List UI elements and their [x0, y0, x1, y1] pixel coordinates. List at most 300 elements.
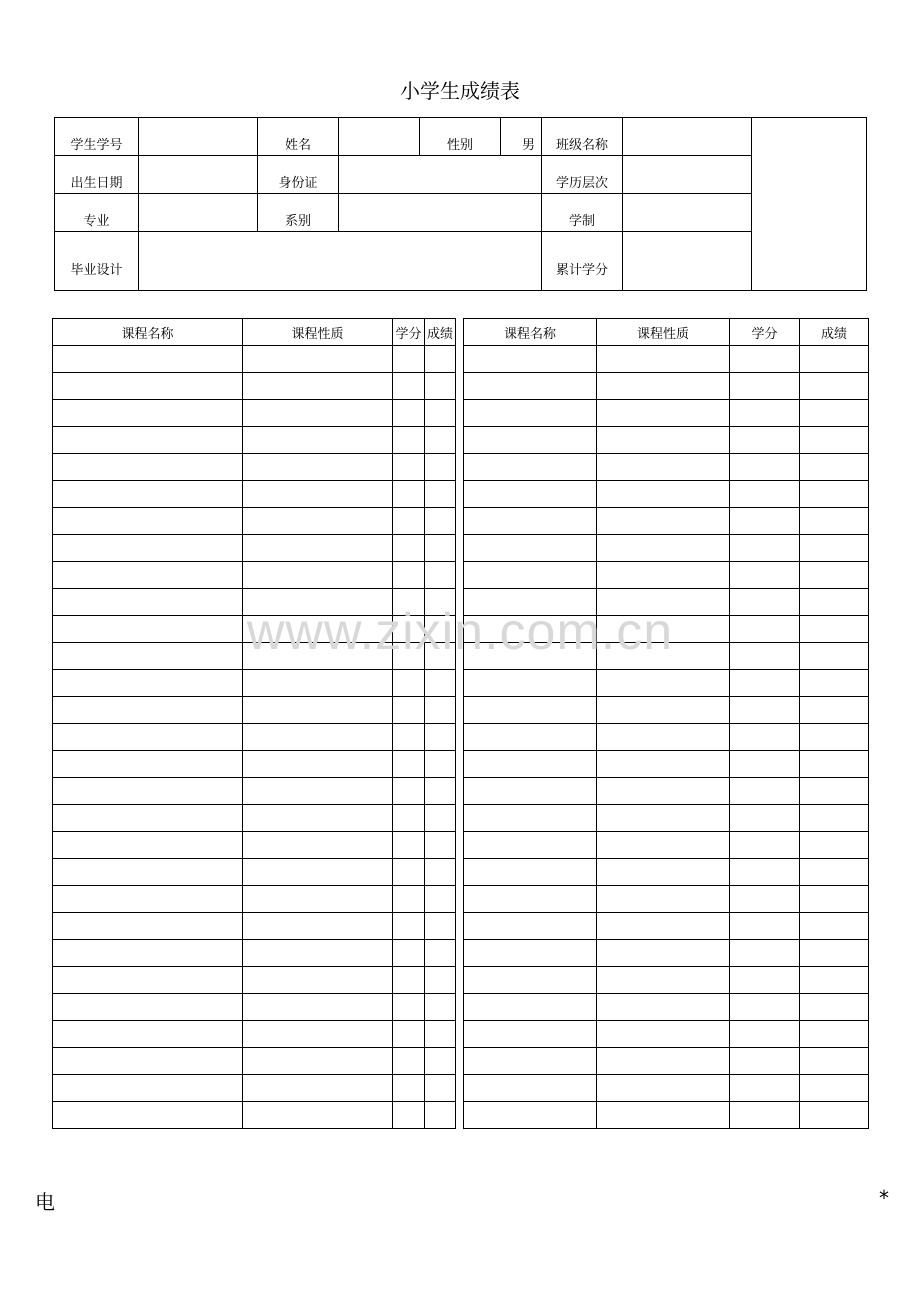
course-type-cell[interactable]: [597, 427, 730, 454]
score-cell[interactable]: [800, 346, 869, 373]
credits-cell[interactable]: [730, 643, 800, 670]
left-header-course-name: 课程名称: [53, 319, 243, 346]
course-name-cell[interactable]: [464, 508, 597, 535]
course-type-cell[interactable]: [597, 346, 730, 373]
score-cell[interactable]: [800, 913, 869, 940]
course-name-cell[interactable]: [464, 427, 597, 454]
credits-cell[interactable]: [730, 1021, 800, 1048]
course-name-cell[interactable]: [53, 481, 243, 508]
table-row: [464, 616, 869, 643]
course-name-cell[interactable]: [464, 832, 597, 859]
course-name-cell[interactable]: [53, 535, 243, 562]
course-type-cell[interactable]: [597, 481, 730, 508]
score-cell[interactable]: [800, 508, 869, 535]
score-cell[interactable]: [425, 1021, 456, 1048]
table-row: [464, 859, 869, 886]
table-row: [53, 373, 456, 400]
credits-cell[interactable]: [730, 859, 800, 886]
course-type-cell[interactable]: [243, 616, 393, 643]
course-name-cell[interactable]: [53, 1075, 243, 1102]
right-grades-table: [463, 318, 869, 1129]
credits-cell[interactable]: [730, 724, 800, 751]
credits-cell[interactable]: [393, 751, 425, 778]
course-name-cell[interactable]: [53, 994, 243, 1021]
course-type-cell[interactable]: [243, 346, 393, 373]
course-name-cell[interactable]: [53, 724, 243, 751]
table-row: [464, 670, 869, 697]
table-row: [464, 589, 869, 616]
score-cell[interactable]: [425, 913, 456, 940]
right-grades-body: [464, 346, 869, 1129]
course-type-cell[interactable]: [243, 967, 393, 994]
table-row: [464, 1021, 869, 1048]
credits-cell[interactable]: [393, 508, 425, 535]
course-type-cell[interactable]: [243, 400, 393, 427]
course-type-cell[interactable]: [597, 751, 730, 778]
course-name-cell[interactable]: [464, 481, 597, 508]
course-type-cell[interactable]: [597, 859, 730, 886]
credits-cell[interactable]: [393, 427, 425, 454]
score-cell[interactable]: [800, 643, 869, 670]
credits-cell[interactable]: [393, 1048, 425, 1075]
credits-cell[interactable]: [730, 778, 800, 805]
credits-cell[interactable]: [730, 616, 800, 643]
course-name-cell[interactable]: [53, 859, 243, 886]
score-cell[interactable]: [425, 778, 456, 805]
course-name-cell[interactable]: [464, 616, 597, 643]
score-cell[interactable]: [800, 454, 869, 481]
course-type-cell[interactable]: [597, 535, 730, 562]
table-row: [464, 481, 869, 508]
table-row: [464, 724, 869, 751]
right-header-credits: 学分: [730, 319, 800, 346]
course-name-cell[interactable]: [464, 1021, 597, 1048]
table-row: [53, 967, 456, 994]
course-name-cell[interactable]: [53, 886, 243, 913]
score-cell[interactable]: [800, 670, 869, 697]
score-cell[interactable]: [425, 859, 456, 886]
course-name-cell[interactable]: [464, 967, 597, 994]
table-row: [53, 562, 456, 589]
table-row: [464, 697, 869, 724]
course-name-cell[interactable]: [464, 697, 597, 724]
education-field[interactable]: [623, 156, 752, 194]
course-type-cell[interactable]: [597, 589, 730, 616]
score-cell[interactable]: [425, 940, 456, 967]
table-row: [464, 832, 869, 859]
credits-cell[interactable]: [730, 805, 800, 832]
score-cell[interactable]: [800, 724, 869, 751]
course-name-cell[interactable]: [464, 589, 597, 616]
course-name-cell[interactable]: [53, 670, 243, 697]
course-type-cell[interactable]: [243, 886, 393, 913]
table-row: [53, 913, 456, 940]
score-cell[interactable]: [425, 427, 456, 454]
course-type-cell[interactable]: [243, 1075, 393, 1102]
course-type-cell[interactable]: [597, 1075, 730, 1102]
course-name-cell[interactable]: [53, 1048, 243, 1075]
course-type-cell[interactable]: [597, 967, 730, 994]
score-cell[interactable]: [800, 697, 869, 724]
course-name-cell[interactable]: [53, 1102, 243, 1129]
credits-cell[interactable]: [393, 373, 425, 400]
course-type-cell[interactable]: [597, 508, 730, 535]
table-row: [464, 373, 869, 400]
table-row: [464, 967, 869, 994]
course-type-cell[interactable]: [597, 400, 730, 427]
credits-cell[interactable]: [393, 994, 425, 1021]
schooling-field[interactable]: [623, 194, 752, 232]
credits-cell[interactable]: [730, 562, 800, 589]
course-type-cell[interactable]: [597, 805, 730, 832]
credits-cell[interactable]: [393, 967, 425, 994]
table-row: [53, 670, 456, 697]
course-name-cell[interactable]: [53, 832, 243, 859]
course-type-cell[interactable]: [597, 886, 730, 913]
credits-cell[interactable]: [393, 832, 425, 859]
credits-cell[interactable]: [730, 589, 800, 616]
course-type-cell[interactable]: [243, 697, 393, 724]
course-name-cell[interactable]: [53, 913, 243, 940]
course-type-cell[interactable]: [243, 562, 393, 589]
course-type-cell[interactable]: [597, 454, 730, 481]
course-name-cell[interactable]: [53, 400, 243, 427]
major-field[interactable]: [139, 194, 258, 232]
credits-cell[interactable]: [393, 913, 425, 940]
table-row: [464, 1075, 869, 1102]
table-row: [53, 994, 456, 1021]
course-name-cell[interactable]: [464, 751, 597, 778]
table-row: [464, 400, 869, 427]
credits-cell[interactable]: [393, 589, 425, 616]
score-cell[interactable]: [425, 805, 456, 832]
credits-cell[interactable]: [730, 427, 800, 454]
course-type-cell[interactable]: [243, 481, 393, 508]
course-name-cell[interactable]: [464, 373, 597, 400]
id-card-field[interactable]: [339, 156, 542, 194]
course-name-cell[interactable]: [464, 454, 597, 481]
score-cell[interactable]: [800, 994, 869, 1021]
credits-cell[interactable]: [393, 400, 425, 427]
score-cell[interactable]: [800, 481, 869, 508]
score-cell[interactable]: [425, 373, 456, 400]
course-name-cell[interactable]: [53, 454, 243, 481]
course-name-cell[interactable]: [464, 778, 597, 805]
score-cell[interactable]: [800, 1048, 869, 1075]
credits-cell[interactable]: [730, 967, 800, 994]
table-row: [53, 643, 456, 670]
score-cell[interactable]: [425, 697, 456, 724]
course-type-cell[interactable]: [243, 454, 393, 481]
course-name-cell[interactable]: [464, 805, 597, 832]
course-type-cell[interactable]: [597, 697, 730, 724]
credits-cell[interactable]: [730, 508, 800, 535]
course-type-cell[interactable]: [243, 832, 393, 859]
course-type-cell[interactable]: [597, 1048, 730, 1075]
table-row: [53, 535, 456, 562]
course-type-cell[interactable]: [243, 427, 393, 454]
course-type-cell[interactable]: [243, 913, 393, 940]
credits-cell[interactable]: [730, 670, 800, 697]
left-header-score: 成绩: [425, 319, 456, 346]
course-type-cell[interactable]: [243, 589, 393, 616]
course-name-cell[interactable]: [53, 589, 243, 616]
credits-cell[interactable]: [730, 535, 800, 562]
table-row: [464, 508, 869, 535]
credits-cell[interactable]: [730, 697, 800, 724]
right-header-course-name: 课程名称: [464, 319, 597, 346]
score-cell[interactable]: [800, 832, 869, 859]
course-name-cell[interactable]: [53, 562, 243, 589]
credits-cell[interactable]: [393, 940, 425, 967]
credits-cell[interactable]: [730, 373, 800, 400]
course-type-cell[interactable]: [243, 508, 393, 535]
credits-cell[interactable]: [393, 535, 425, 562]
table-row: [464, 346, 869, 373]
course-name-cell[interactable]: [53, 751, 243, 778]
table-row: [53, 697, 456, 724]
credits-cell[interactable]: [393, 670, 425, 697]
table-row: [464, 913, 869, 940]
credits-total-label: 累计学分: [542, 232, 623, 291]
course-type-cell[interactable]: [597, 1021, 730, 1048]
score-cell[interactable]: [425, 616, 456, 643]
table-row: [464, 940, 869, 967]
birth-field[interactable]: [139, 156, 258, 194]
course-type-cell[interactable]: [597, 562, 730, 589]
department-field[interactable]: [339, 194, 542, 232]
table-row: [53, 427, 456, 454]
left-grades-body: [53, 346, 456, 1129]
score-cell[interactable]: [425, 751, 456, 778]
score-cell[interactable]: [800, 1021, 869, 1048]
gender-value[interactable]: 男: [501, 118, 542, 156]
schooling-label: 学制: [542, 194, 623, 232]
score-cell[interactable]: [425, 481, 456, 508]
course-type-cell[interactable]: [597, 670, 730, 697]
course-type-cell[interactable]: [243, 940, 393, 967]
score-cell[interactable]: [425, 670, 456, 697]
table-row: [53, 940, 456, 967]
table-row: [53, 832, 456, 859]
course-type-cell[interactable]: [597, 643, 730, 670]
score-cell[interactable]: [425, 562, 456, 589]
course-type-cell[interactable]: [243, 643, 393, 670]
score-cell[interactable]: [800, 967, 869, 994]
course-type-cell[interactable]: [243, 1102, 393, 1129]
score-cell[interactable]: [425, 535, 456, 562]
course-name-cell[interactable]: [53, 1021, 243, 1048]
credits-cell[interactable]: [730, 886, 800, 913]
credits-cell[interactable]: [393, 778, 425, 805]
table-row: [53, 859, 456, 886]
left-header-credits: 学分: [393, 319, 425, 346]
score-cell[interactable]: [800, 400, 869, 427]
course-type-cell[interactable]: [597, 940, 730, 967]
table-row: [464, 427, 869, 454]
credits-cell[interactable]: [393, 1021, 425, 1048]
table-row: [53, 454, 456, 481]
score-cell[interactable]: [800, 616, 869, 643]
score-cell[interactable]: [425, 1075, 456, 1102]
course-name-cell[interactable]: [53, 778, 243, 805]
table-row: [53, 589, 456, 616]
credits-cell[interactable]: [393, 616, 425, 643]
course-type-cell[interactable]: [243, 751, 393, 778]
credits-cell[interactable]: [730, 481, 800, 508]
course-name-cell[interactable]: [464, 940, 597, 967]
course-type-cell[interactable]: [597, 616, 730, 643]
score-cell[interactable]: [425, 1048, 456, 1075]
score-cell[interactable]: [425, 454, 456, 481]
course-name-cell[interactable]: [53, 805, 243, 832]
table-row: [53, 1102, 456, 1129]
course-name-cell[interactable]: [53, 967, 243, 994]
credits-cell[interactable]: [730, 454, 800, 481]
table-row: [53, 508, 456, 535]
course-name-cell[interactable]: [53, 616, 243, 643]
course-name-cell[interactable]: [464, 1102, 597, 1129]
table-row: [53, 400, 456, 427]
thesis-field[interactable]: [139, 232, 542, 291]
credits-cell[interactable]: [730, 832, 800, 859]
credits-cell[interactable]: [393, 724, 425, 751]
credits-cell[interactable]: [730, 1048, 800, 1075]
course-type-cell[interactable]: [597, 913, 730, 940]
credits-cell[interactable]: [393, 643, 425, 670]
score-cell[interactable]: [425, 400, 456, 427]
student-id-field[interactable]: [139, 118, 258, 156]
course-type-cell[interactable]: [243, 805, 393, 832]
credits-cell[interactable]: [730, 940, 800, 967]
course-type-cell[interactable]: [597, 724, 730, 751]
credits-cell[interactable]: [393, 454, 425, 481]
table-row: [464, 751, 869, 778]
course-name-cell[interactable]: [464, 913, 597, 940]
course-type-cell[interactable]: [597, 778, 730, 805]
score-cell[interactable]: [425, 994, 456, 1021]
course-name-cell[interactable]: [464, 1048, 597, 1075]
score-cell[interactable]: [800, 562, 869, 589]
score-cell[interactable]: [800, 751, 869, 778]
course-type-cell[interactable]: [597, 1102, 730, 1129]
course-name-cell[interactable]: [464, 886, 597, 913]
course-name-cell[interactable]: [53, 373, 243, 400]
credits-cell[interactable]: [730, 1102, 800, 1129]
course-type-cell[interactable]: [597, 373, 730, 400]
credits-cell[interactable]: [730, 346, 800, 373]
credits-cell[interactable]: [730, 994, 800, 1021]
course-type-cell[interactable]: [243, 994, 393, 1021]
course-name-cell[interactable]: [464, 1075, 597, 1102]
class-field[interactable]: [623, 118, 752, 156]
score-cell[interactable]: [800, 778, 869, 805]
course-name-cell[interactable]: [53, 940, 243, 967]
credits-cell[interactable]: [393, 1075, 425, 1102]
course-type-cell[interactable]: [243, 535, 393, 562]
credits-cell[interactable]: [393, 697, 425, 724]
credits-cell[interactable]: [393, 346, 425, 373]
course-name-cell[interactable]: [464, 724, 597, 751]
score-cell[interactable]: [800, 373, 869, 400]
table-row: [53, 616, 456, 643]
course-name-cell[interactable]: [464, 346, 597, 373]
score-cell[interactable]: [800, 805, 869, 832]
course-name-cell[interactable]: [53, 508, 243, 535]
credits-cell[interactable]: [393, 481, 425, 508]
name-field[interactable]: [339, 118, 420, 156]
credits-cell[interactable]: [730, 1075, 800, 1102]
course-type-cell[interactable]: [243, 724, 393, 751]
course-name-cell[interactable]: [464, 562, 597, 589]
course-name-cell[interactable]: [53, 643, 243, 670]
name-label: 姓名: [258, 118, 339, 156]
score-cell[interactable]: [425, 643, 456, 670]
score-cell[interactable]: [425, 832, 456, 859]
table-row: [53, 751, 456, 778]
score-cell[interactable]: [800, 589, 869, 616]
credits-cell[interactable]: [393, 562, 425, 589]
score-cell[interactable]: [425, 589, 456, 616]
score-cell[interactable]: [800, 859, 869, 886]
course-type-cell[interactable]: [597, 832, 730, 859]
course-type-cell[interactable]: [243, 670, 393, 697]
score-cell[interactable]: [800, 1075, 869, 1102]
score-cell[interactable]: [425, 1102, 456, 1129]
credits-total-field[interactable]: [623, 232, 752, 291]
score-cell[interactable]: [425, 886, 456, 913]
score-cell[interactable]: [800, 427, 869, 454]
course-type-cell[interactable]: [597, 994, 730, 1021]
credits-cell[interactable]: [730, 751, 800, 778]
id-card-label: 身份证: [258, 156, 339, 194]
course-name-cell[interactable]: [464, 643, 597, 670]
score-cell[interactable]: [425, 967, 456, 994]
course-type-cell[interactable]: [243, 859, 393, 886]
course-name-cell[interactable]: [464, 400, 597, 427]
course-name-cell[interactable]: [464, 535, 597, 562]
course-name-cell[interactable]: [464, 994, 597, 1021]
score-cell[interactable]: [800, 1102, 869, 1129]
credits-cell[interactable]: [393, 886, 425, 913]
credits-cell[interactable]: [393, 805, 425, 832]
credits-cell[interactable]: [730, 913, 800, 940]
course-name-cell[interactable]: [53, 427, 243, 454]
score-cell[interactable]: [425, 346, 456, 373]
watermark: www.zixin.com.cn: [246, 603, 674, 661]
credits-cell[interactable]: [730, 400, 800, 427]
course-type-cell[interactable]: [243, 778, 393, 805]
course-type-cell[interactable]: [243, 1048, 393, 1075]
major-label: 专业: [55, 194, 139, 232]
table-row: [464, 994, 869, 1021]
credits-cell[interactable]: [393, 1102, 425, 1129]
table-row: [464, 886, 869, 913]
course-name-cell[interactable]: [464, 670, 597, 697]
table-row: [53, 481, 456, 508]
score-cell[interactable]: [425, 508, 456, 535]
score-cell[interactable]: [425, 724, 456, 751]
credits-cell[interactable]: [393, 859, 425, 886]
course-name-cell[interactable]: [464, 859, 597, 886]
course-type-cell[interactable]: [243, 1021, 393, 1048]
course-name-cell[interactable]: [53, 346, 243, 373]
score-cell[interactable]: [800, 535, 869, 562]
course-type-cell[interactable]: [243, 373, 393, 400]
course-name-cell[interactable]: [53, 697, 243, 724]
score-cell[interactable]: [800, 886, 869, 913]
score-cell[interactable]: [800, 940, 869, 967]
